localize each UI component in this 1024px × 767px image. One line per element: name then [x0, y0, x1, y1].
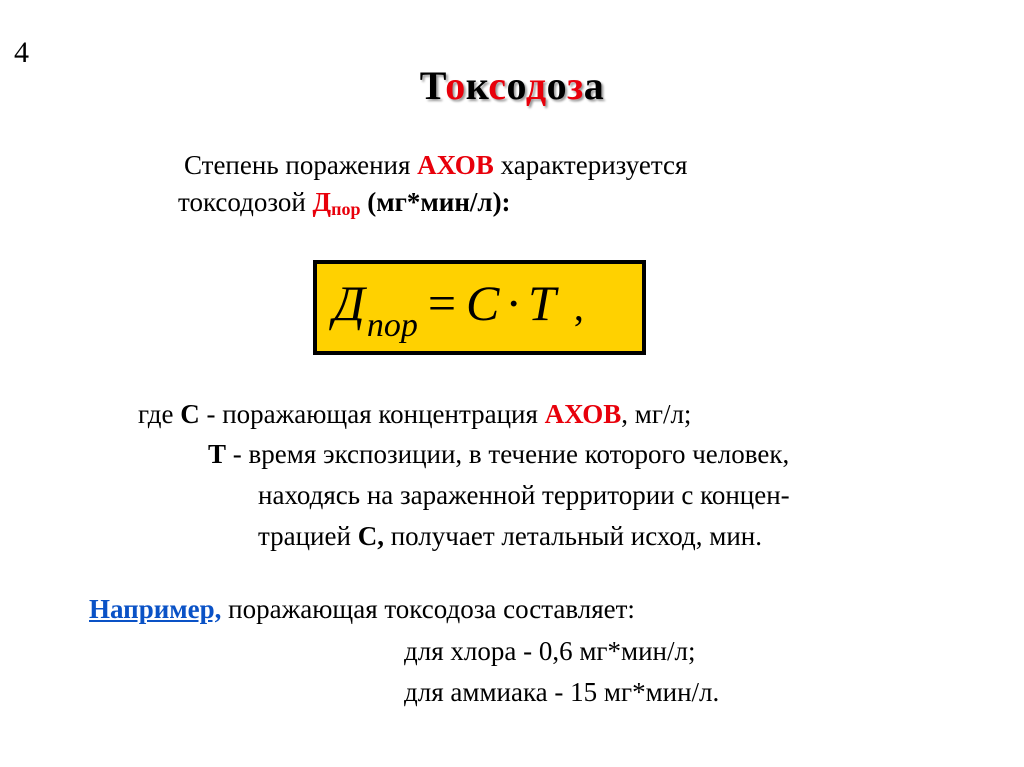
title-char: о: [506, 63, 526, 108]
example-line: Например, поражающая токсодоза составляет:: [89, 594, 635, 624]
definition-t-line-2: находясь на зараженной территории с концен-: [258, 480, 790, 510]
c-symbol-2: С,: [357, 521, 384, 551]
formula-t: T: [528, 275, 556, 331]
dose-symbol: Д: [312, 187, 332, 217]
t-symbol: Т: [208, 439, 227, 469]
intro-line-1: Степень поражения АХОВ характеризуется: [184, 150, 688, 180]
title-char: о: [445, 63, 466, 108]
title-char: Т: [419, 63, 446, 108]
formula-lhs: Д: [333, 275, 365, 331]
page-title: [0, 62, 1024, 109]
c-symbol: С: [180, 399, 200, 429]
definition-t-line-3: трацией С, получает летальный исход, мин.: [258, 521, 762, 551]
formula: [333, 274, 594, 345]
example-chlorine: для хлора - 0,6 мг*мин/л;: [404, 636, 696, 666]
definition-t-line-1: Т - время экспозиции, в течение которого человек,: [208, 439, 790, 469]
title-char: к: [465, 63, 489, 108]
title-char: а: [583, 63, 605, 108]
ahov-accent-2: АХОВ: [544, 399, 622, 429]
formula-box: [313, 260, 646, 355]
formula-c: C: [466, 275, 500, 331]
title-char: о: [546, 63, 568, 108]
example-link[interactable]: Например,: [89, 594, 222, 624]
formula-lhs-sub: пор: [366, 307, 418, 344]
dose-subscript: пор: [331, 199, 361, 219]
title-char: с: [488, 63, 507, 108]
definition-c: где С - поражающая концентрация АХОВ, мг/л;: [138, 399, 692, 429]
example-ammonia: для аммиака - 15 мг*мин/л.: [404, 677, 720, 707]
formula-eq: =: [427, 275, 457, 331]
intro-line-2: токсодозой $Д_{пор}$ (мг*мин/л):: [178, 187, 511, 219]
formula-comma: ,: [573, 284, 584, 329]
formula-dot: ·: [505, 275, 523, 331]
slide-number: 4: [14, 36, 29, 69]
title-char: д: [525, 63, 547, 108]
ahov-accent: АХОВ: [417, 150, 494, 180]
title-char: з: [567, 63, 584, 108]
